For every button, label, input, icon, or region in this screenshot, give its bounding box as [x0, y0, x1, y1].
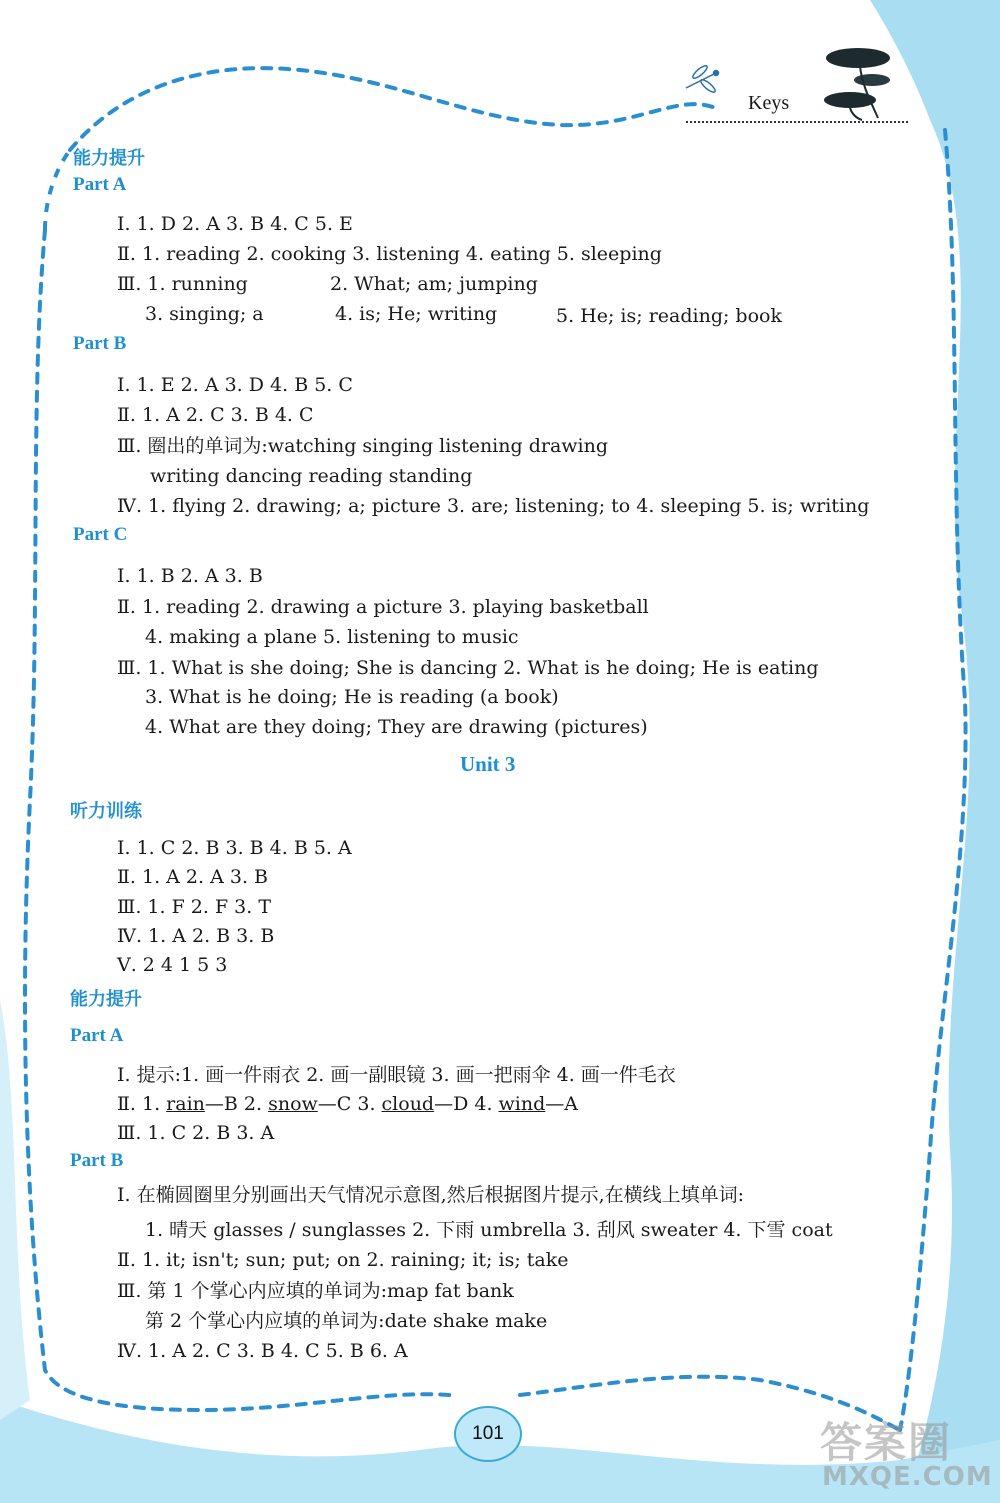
answer-line: 4. making a plane 5. listening to music	[145, 626, 519, 648]
underlined-word: wind	[498, 1093, 546, 1115]
answer-line: Ⅴ. 2 4 1 5 3	[117, 954, 228, 976]
answer-line: Ⅳ. 1. flying 2. drawing; a; picture 3. are; listening; to 4. sleeping 5. is; writing	[117, 495, 870, 517]
watermark-url: MXQE.COM	[822, 1462, 993, 1492]
watermark-logo: 答案圈	[820, 1418, 953, 1467]
part-c-title: Part C	[73, 524, 128, 545]
answer-line: writing dancing reading standing	[150, 465, 473, 487]
part-a-title: Part A	[70, 1025, 124, 1046]
header-dotted-rule	[686, 121, 908, 123]
right-blue-wave	[870, 0, 1000, 1503]
answer-line: Ⅲ. 1. F 2. F 3. T	[117, 896, 272, 918]
underlined-word: rain	[166, 1093, 205, 1115]
answer-line: 3. singing; a	[145, 303, 264, 325]
part-a-title: Part A	[73, 174, 127, 195]
answer-line: Ⅰ. 1. B 2. A 3. B	[117, 565, 263, 587]
answer-line: 4. is; He; writing	[335, 303, 498, 325]
part-b-title: Part B	[73, 333, 127, 354]
answer-line: Ⅲ. 1. running	[117, 273, 248, 295]
answer-fragment: —C 3.	[317, 1093, 382, 1115]
unit-title: Unit 3	[460, 752, 516, 776]
answer-line: Ⅰ. 在椭圆圈里分别画出天气情况示意图,然后根据图片提示,在横线上填单词:	[117, 1184, 745, 1206]
answer-line: 1. 晴天 glasses / sunglasses 2. 下雨 umbrella 3. 刮风 sweater 4. 下雪 coat	[145, 1219, 833, 1241]
answer-line: 3. What is he doing; He is reading (a book)	[145, 686, 559, 708]
answer-line: 第 2 个掌心内应填的单词为:date shake make	[145, 1310, 548, 1332]
dragonfly-icon	[686, 64, 719, 94]
lotus-leaves-icon	[824, 48, 890, 120]
answer-line: Ⅱ. 1. reading 2. cooking 3. listening 4. eating 5. sleeping	[117, 243, 662, 265]
answer-fragment: —A	[545, 1093, 579, 1115]
answer-line: Ⅲ. 1. What is she doing; She is dancing 2. What is he doing; He is eating	[117, 657, 819, 679]
answer-line: Ⅰ. 1. C 2. B 3. B 4. B 5. A	[117, 837, 352, 859]
answer-line: Ⅳ. 1. A 2. B 3. B	[117, 925, 275, 947]
answer-line: 2. What; am; jumping	[330, 273, 538, 295]
dashed-border-top-left	[45, 150, 70, 230]
answer-fragment: —D 4.	[434, 1093, 499, 1115]
answer-line: Ⅳ. 1. A 2. C 3. B 4. C 5. B 6. A	[117, 1340, 408, 1362]
section-title-ability-2: 能力提升	[70, 989, 142, 1010]
answer-line: Ⅱ. 1. A 2. C 3. B 4. C	[117, 404, 314, 426]
section-title-listening: 听力训练	[70, 801, 142, 822]
answer-line: Ⅲ. 1. C 2. B 3. A	[117, 1122, 275, 1144]
answer-line: Ⅱ. 1. A 2. A 3. B	[117, 866, 268, 888]
section-title-ability: 能力提升	[73, 148, 145, 169]
answer-line: Ⅲ. 圈出的单词为:watching singing listening drawing	[117, 435, 609, 457]
answer-line-matching	[117, 1093, 578, 1115]
header-keys: Keys	[748, 92, 790, 114]
answer-line: Ⅰ. 提示:1. 画一件雨衣 2. 画一副眼镜 3. 画一把雨伞 4. 画一件毛衣	[117, 1064, 676, 1086]
answer-line: Ⅱ. 1. it; isn't; sun; put; on 2. raining; it; is; take	[117, 1249, 569, 1271]
part-b-title: Part B	[70, 1150, 124, 1171]
answer-line: Ⅱ. 1. reading 2. drawing a picture 3. playing basketball	[117, 596, 649, 618]
answer-line: 4. What are they doing; They are drawing (pictures)	[145, 716, 648, 738]
underlined-word: cloud	[381, 1093, 435, 1115]
answer-line: Ⅰ. 1. E 2. A 3. D 4. B 5. C	[117, 374, 353, 396]
page-number: 101	[454, 1406, 522, 1462]
underlined-word: snow	[268, 1093, 318, 1115]
answer-prefix: Ⅱ. 1.	[117, 1093, 167, 1115]
answer-line: Ⅰ. 1. D 2. A 3. B 4. C 5. E	[117, 213, 353, 235]
answer-line: Ⅲ. 第 1 个掌心内应填的单词为:map fat bank	[117, 1280, 514, 1302]
answer-fragment: —B 2.	[204, 1093, 269, 1115]
answer-line: 5. He; is; reading; book	[556, 305, 782, 327]
